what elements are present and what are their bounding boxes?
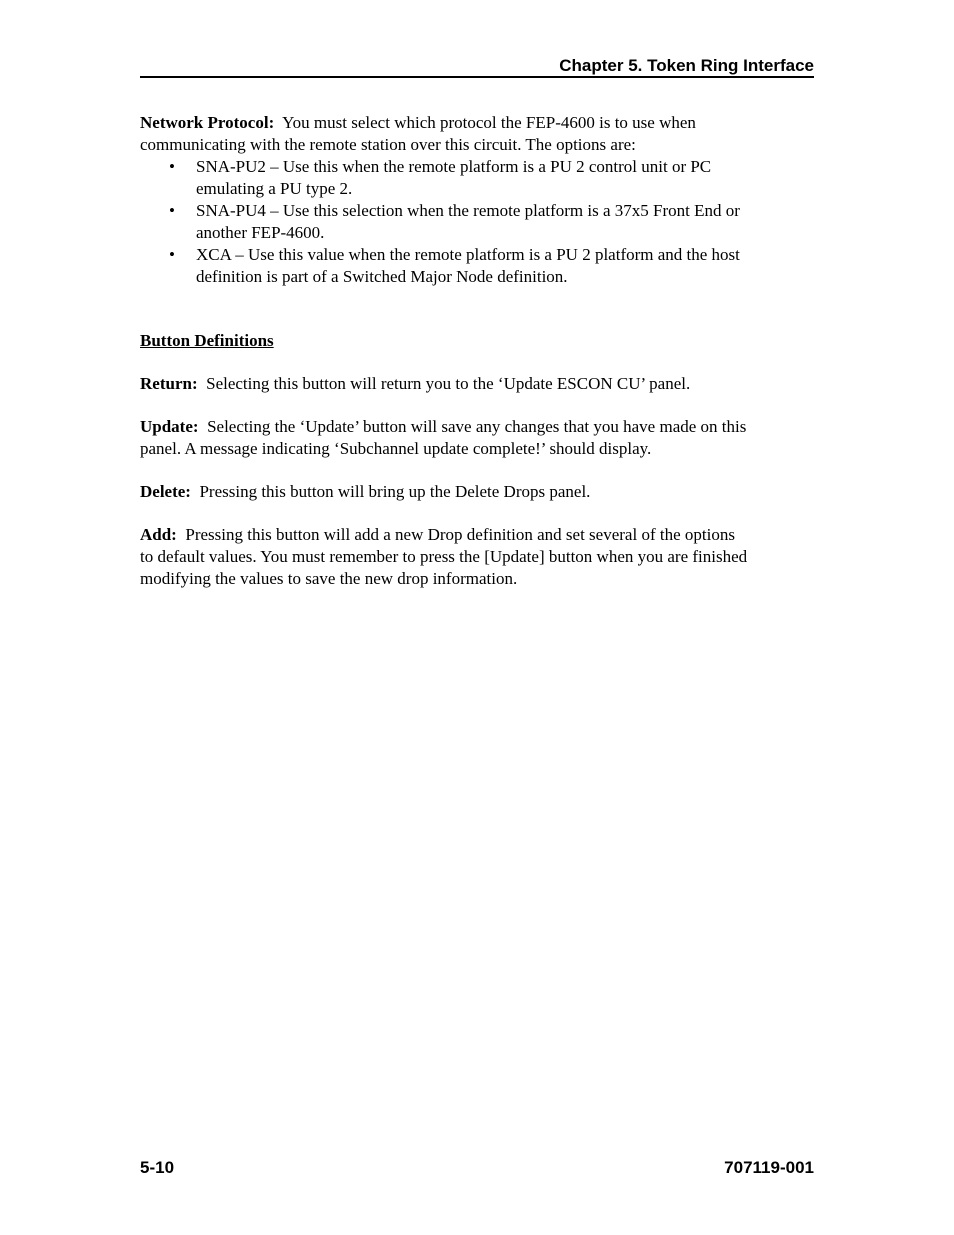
protocol-options-list xyxy=(140,156,820,288)
return-text: Selecting this button will return you to the ‘Update ESCON CU’ panel. xyxy=(206,374,691,393)
bullet-icon: • xyxy=(169,245,175,264)
delete-text: Pressing this button will bring up the Delete Drops panel. xyxy=(199,482,591,501)
button-definitions-heading: Button Definitions xyxy=(140,331,274,350)
add-text-line3: modifying the values to save the new drop information. xyxy=(140,569,518,588)
option-line2: emulating a PU type 2. xyxy=(196,179,353,198)
document-number: 707119-001 xyxy=(724,1158,814,1177)
protocol-option-sna-pu2 xyxy=(140,156,820,200)
option-line2: another FEP-4600. xyxy=(196,223,325,242)
update-label: Update: xyxy=(140,417,199,436)
add-text-line2: to default values. You must remember to press the [Update] button when you are finished xyxy=(140,547,748,566)
protocol-option-sna-pu4 xyxy=(140,200,820,244)
update-text-line1: Selecting the ‘Update’ button will save any changes that you have made on this xyxy=(207,417,747,436)
option-line1: SNA-PU2 – Use this when the remote platform is a PU 2 control unit or PC xyxy=(196,157,712,176)
add-text-line1: Pressing this button will add a new Drop definition and set several of the options xyxy=(185,525,735,544)
page-number: 5-10 xyxy=(140,1158,175,1177)
add-definition xyxy=(140,524,820,590)
page-header xyxy=(140,56,814,78)
bullet-icon: • xyxy=(169,157,175,176)
update-text-line2: panel. A message indicating ‘Subchannel update complete!’ should display. xyxy=(140,439,652,458)
page-content xyxy=(140,112,820,590)
update-definition xyxy=(140,416,820,460)
option-line1: XCA – Use this value when the remote platform is a PU 2 platform and the host xyxy=(196,245,740,264)
return-definition xyxy=(140,373,820,395)
network-protocol-intro-line2: communicating with the remote station over this circuit. The options are: xyxy=(140,135,636,154)
network-protocol-intro-line1: You must select which protocol the FEP-4600 is to use when xyxy=(282,113,696,132)
option-line2: definition is part of a Switched Major Node definition. xyxy=(196,267,568,286)
option-line1: SNA-PU4 – Use this selection when the remote platform is a 37x5 Front End or xyxy=(196,201,740,220)
return-label: Return: xyxy=(140,374,198,393)
network-protocol-paragraph xyxy=(140,112,820,156)
network-protocol-label: Network Protocol: xyxy=(140,113,275,132)
bullet-icon: • xyxy=(169,201,175,220)
add-label: Add: xyxy=(140,525,177,544)
protocol-option-xca xyxy=(140,244,820,288)
page-footer xyxy=(140,1158,814,1178)
delete-definition xyxy=(140,481,820,503)
chapter-title: Chapter 5. Token Ring Interface xyxy=(559,56,814,75)
delete-label: Delete: xyxy=(140,482,191,501)
